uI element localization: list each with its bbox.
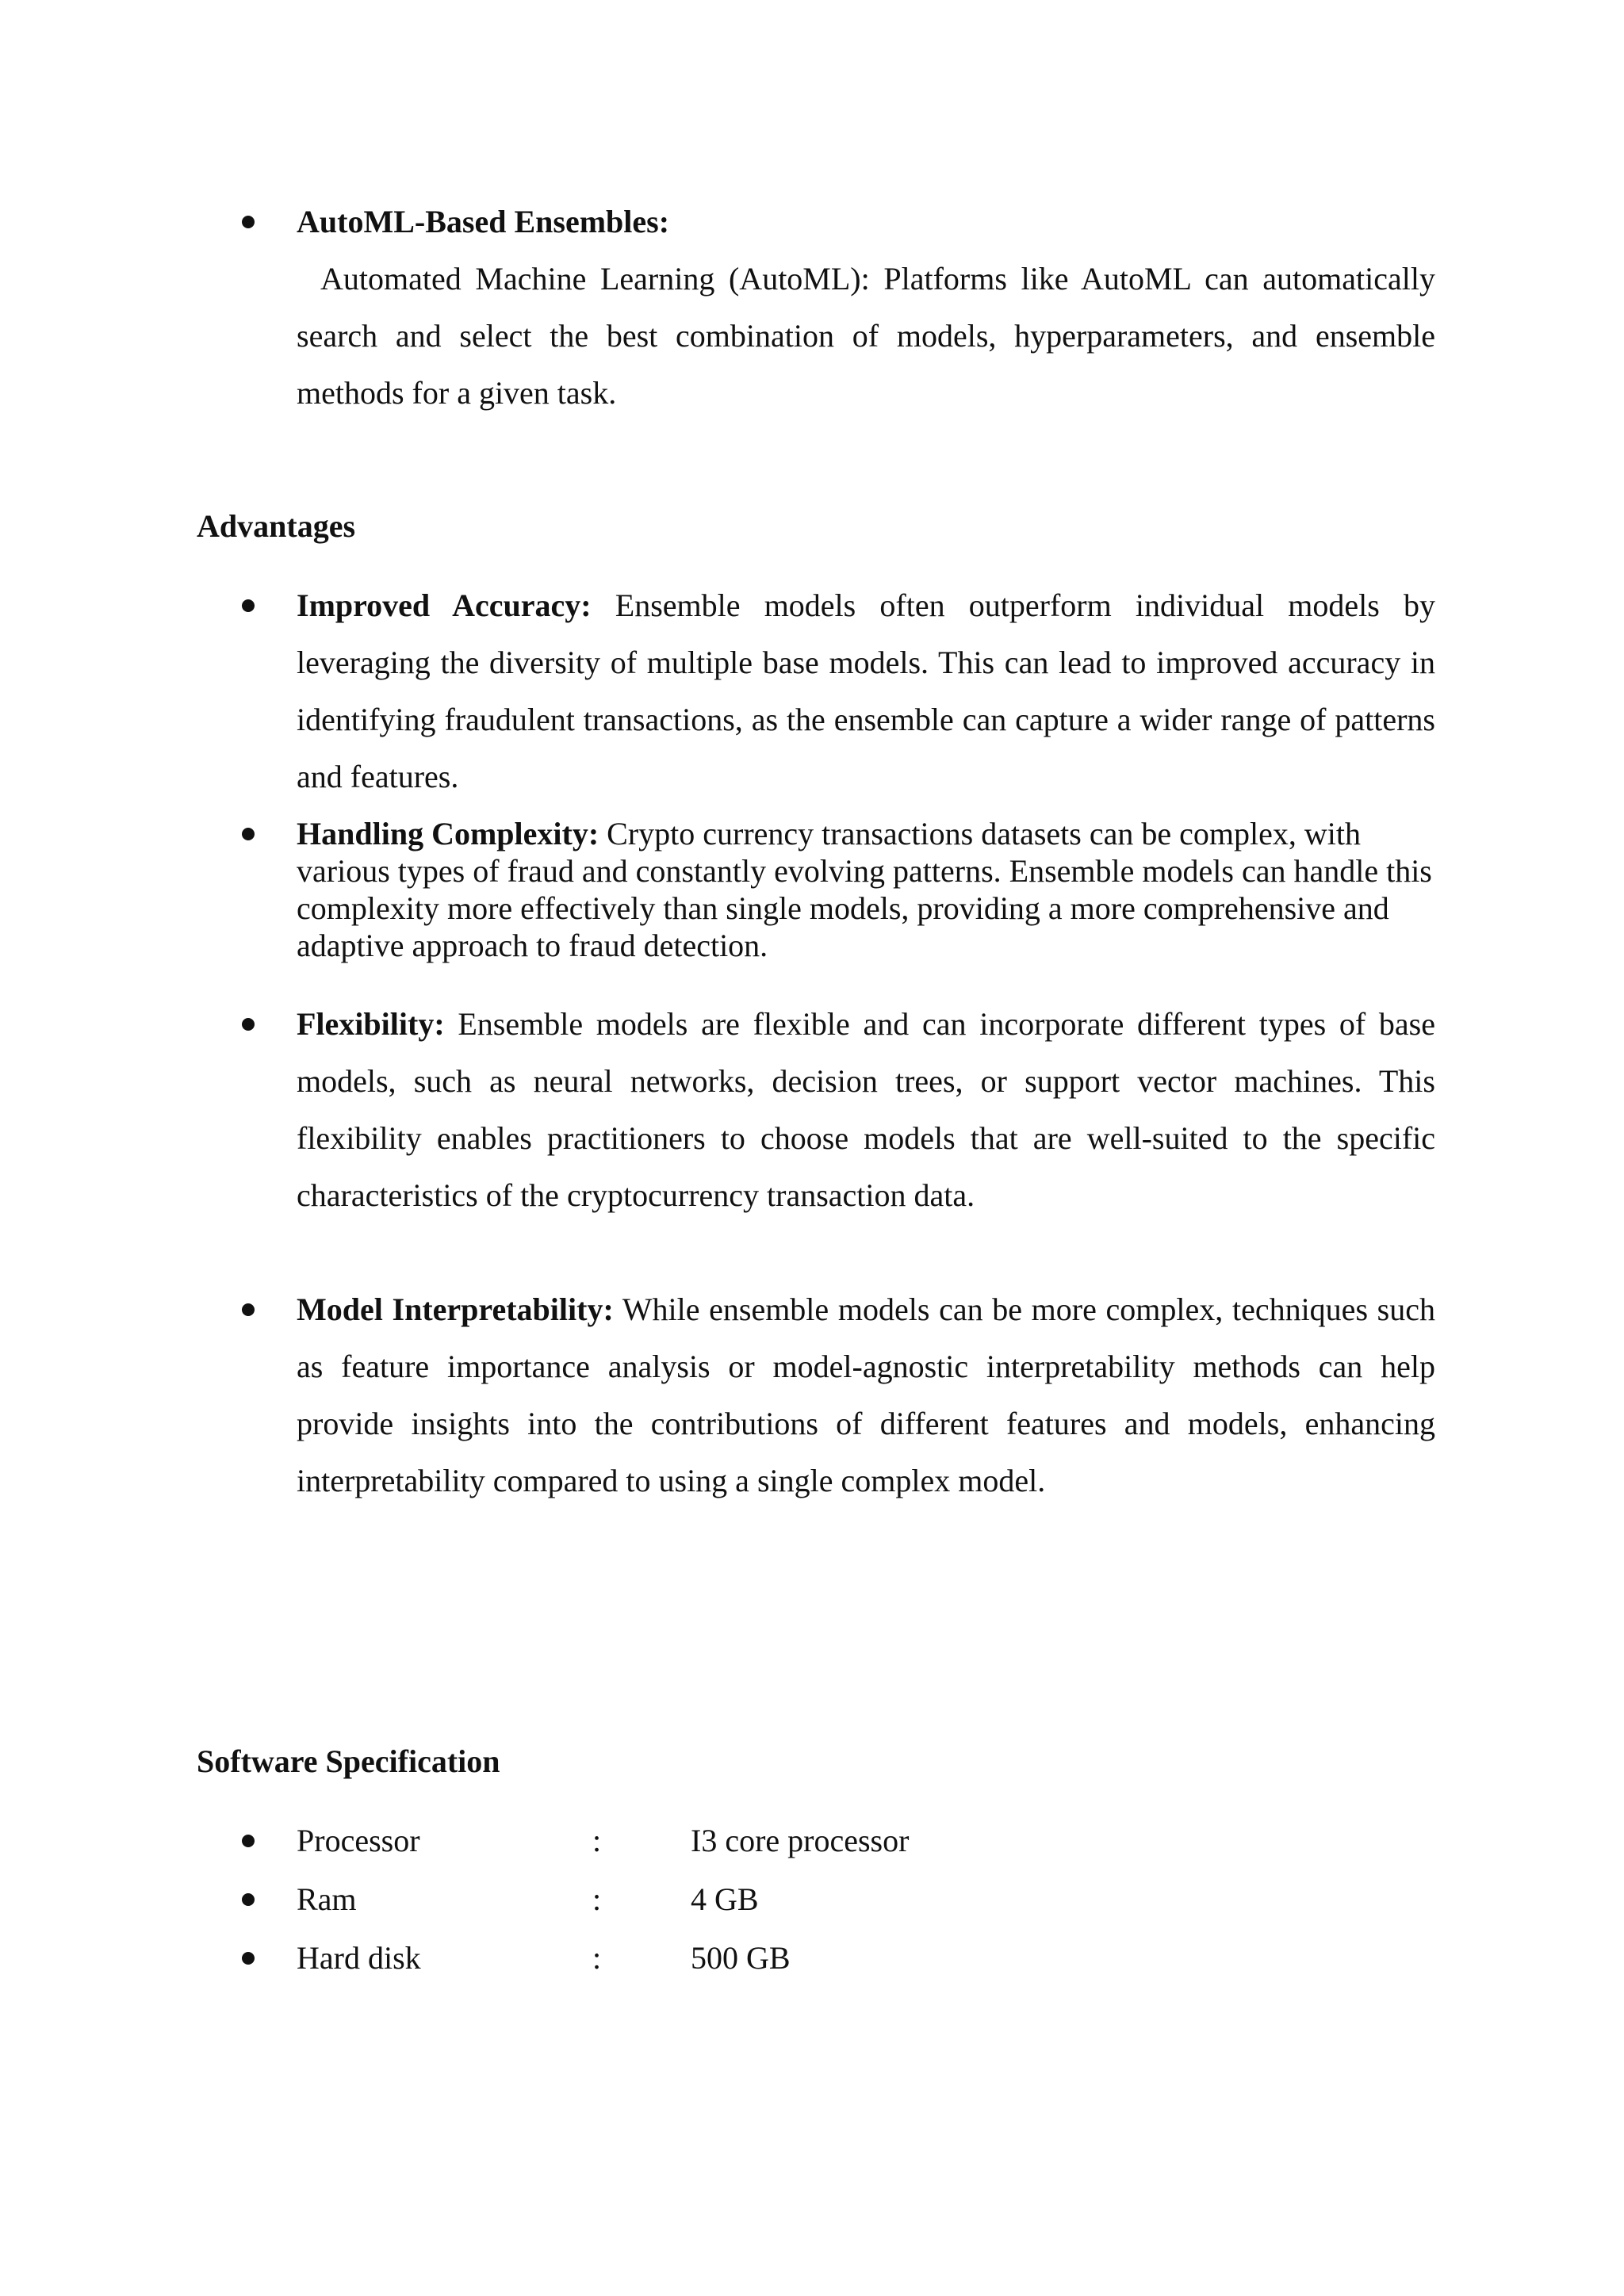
bullet-icon (242, 1303, 255, 1316)
advantage-item-handling-complexity (297, 815, 1435, 964)
spec-row-hard-disk (297, 1939, 1010, 1977)
spec-value: 4 GB (691, 1881, 759, 1917)
spec-label: Processor (297, 1823, 420, 1858)
bullet-icon (242, 828, 255, 840)
automl-item (297, 193, 1435, 422)
advantage-title: Model Interpretability: (297, 1292, 614, 1327)
software-specification-heading: Software Specification (197, 1743, 500, 1779)
bullet-icon (242, 1952, 255, 1965)
spec-row-processor (297, 1822, 1010, 1860)
spec-row-ram (297, 1881, 1010, 1919)
bullet-icon (242, 599, 255, 612)
spec-value: I3 core processor (691, 1823, 910, 1858)
advantage-item-model-interpretability (297, 1281, 1435, 1510)
spec-colon: : (592, 1823, 602, 1858)
bullet-icon (242, 1893, 255, 1906)
spec-colon: : (592, 1881, 602, 1917)
spec-label: Hard disk (297, 1940, 421, 1976)
spec-value: 500 GB (691, 1940, 791, 1976)
advantage-item-flexibility (297, 996, 1435, 1224)
advantage-text: While ensemble models can be more complex, techniques such as feature importance analysis or model-agnostic interpretability methods can help provide insights into the contributions of different features and models, enhancing interpretability compared to using a single complex model. (297, 1292, 1435, 1498)
advantage-text: Ensemble models often outperform individual models by leveraging the diversity of multiple base models. This can lead to improved accuracy in identifying fraudulent transactions, as the ensemble can capture a wider range of patterns and features. (297, 587, 1435, 794)
advantage-text: Ensemble models are flexible and can incorporate different types of base models, such as neural networks, decision trees, or support vector machines. This flexibility enables practitioners to choose models that are well-suited to the specific characteristics of the cryptocurrency transaction data. (297, 1006, 1435, 1213)
spec-colon: : (592, 1940, 602, 1976)
bullet-icon (242, 1018, 255, 1031)
advantage-text: Crypto currency transactions datasets can be complex, with various types of fraud and constantly evolving patterns. Ensemble models can handle this complexity more effectively than single models, providing a more comprehensive and adaptive approach to fraud detection. (297, 816, 1432, 963)
spec-label: Ram (297, 1881, 357, 1917)
automl-text: Automated Machine Learning (AutoML): Platforms like AutoML can automatically search and select the best combination of models, hyperparameters, and ensemble methods for a given task. (297, 261, 1435, 411)
bullet-icon (242, 1835, 255, 1847)
automl-title: AutoML-Based Ensembles: (297, 204, 670, 239)
advantage-title: Improved Accuracy: (297, 587, 592, 623)
advantage-title: Handling Complexity: (297, 816, 599, 851)
advantage-item-improved-accuracy (297, 577, 1435, 806)
advantage-title: Flexibility: (297, 1006, 445, 1042)
bullet-icon (242, 216, 255, 228)
advantages-heading: Advantages (197, 508, 356, 544)
